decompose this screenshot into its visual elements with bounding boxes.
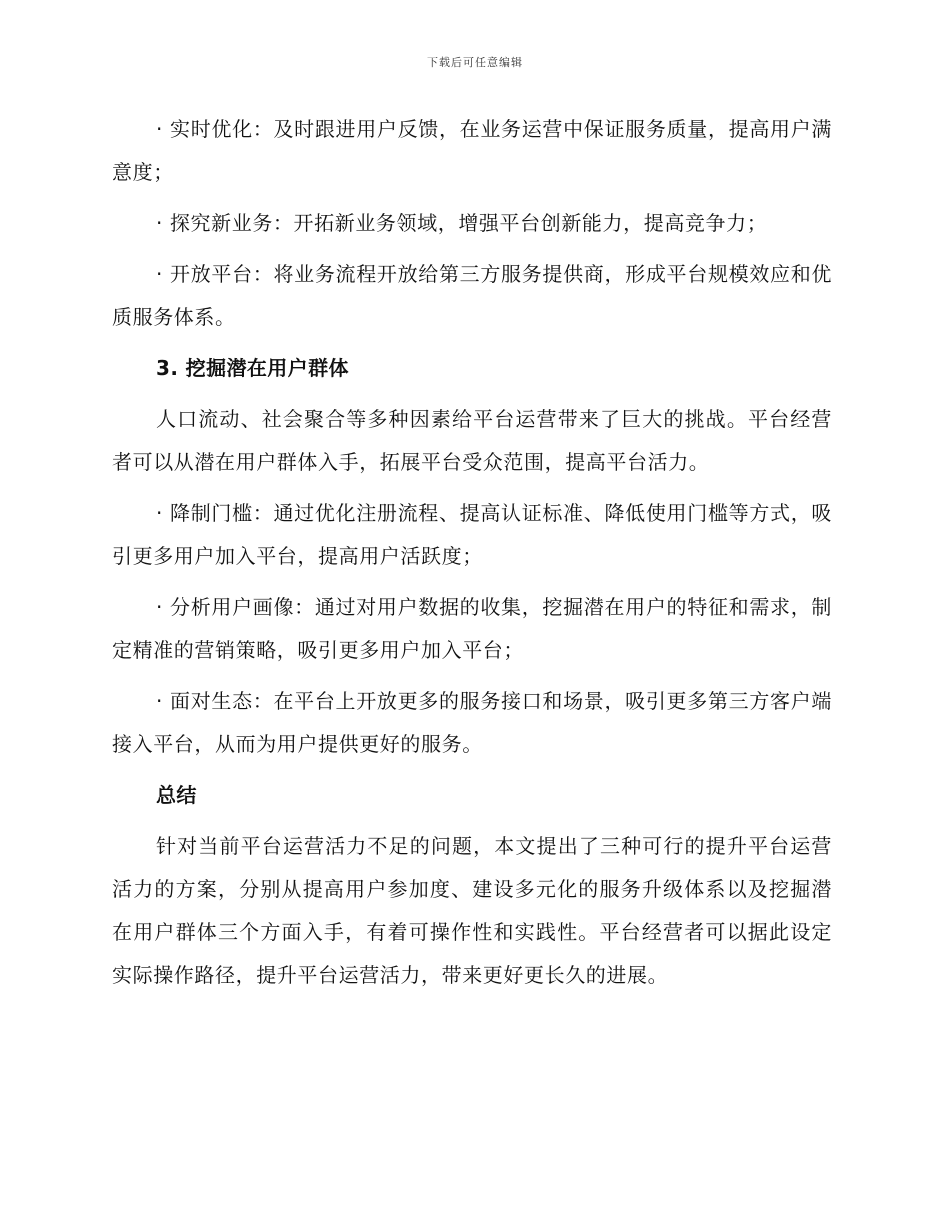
paragraph-intro-potential-users: 人口流动、社会聚合等多种因素给平台运营带来了巨大的挑战。平台经营者可以从潜在用户群体入手，拓展平台受众范围，提高平台活力。 — [112, 407, 832, 474]
paragraph-summary: 针对当前平台运营活力不足的问题，本文提出了三种可行的提升平台运营活力的方案，分别从提高用户参加度、建设多元化的服务升级体系以及挖掘潜在用户群体三个方面入手，有着可操作性和实践性。平台经营者可以据此设定实际操作路径，提升平台运营活力，带来更好更长久的进展。 — [112, 834, 832, 987]
page-header: 下载后可任意编辑 — [427, 56, 523, 69]
bullet-lower-threshold: · 降制门槛：通过优化注册流程、提高认证标准、降低使用门槛等方式，吸引更多用户加入平台，提高用户活跃度； — [112, 501, 832, 568]
section-heading-summary: 总结 — [156, 783, 197, 807]
bullet-user-profile-analysis: · 分析用户画像：通过对用户数据的收集，挖掘潜在用户的特征和需求，制定精准的营销策略，吸引更多用户加入平台； — [112, 595, 832, 662]
document-body — [112, 108, 832, 1005]
bullet-realtime-optimization: · 实时优化：及时跟进用户反馈，在业务运营中保证服务质量，提高用户满意度； — [112, 117, 832, 184]
bullet-explore-new-business: · 探究新业务：开拓新业务领域，增强平台创新能力，提高竞争力； — [156, 211, 768, 235]
bullet-ecosystem: · 面对生态：在平台上开放更多的服务接口和场景，吸引更多第三方客户端接入平台，从而为用户提供更好的服务。 — [112, 689, 832, 756]
section-heading-potential-users: 3. 挖掘潜在用户群体 — [156, 356, 349, 380]
bullet-open-platform: · 开放平台：将业务流程开放给第三方服务提供商，形成平台规模效应和优质服务体系。 — [112, 262, 832, 329]
